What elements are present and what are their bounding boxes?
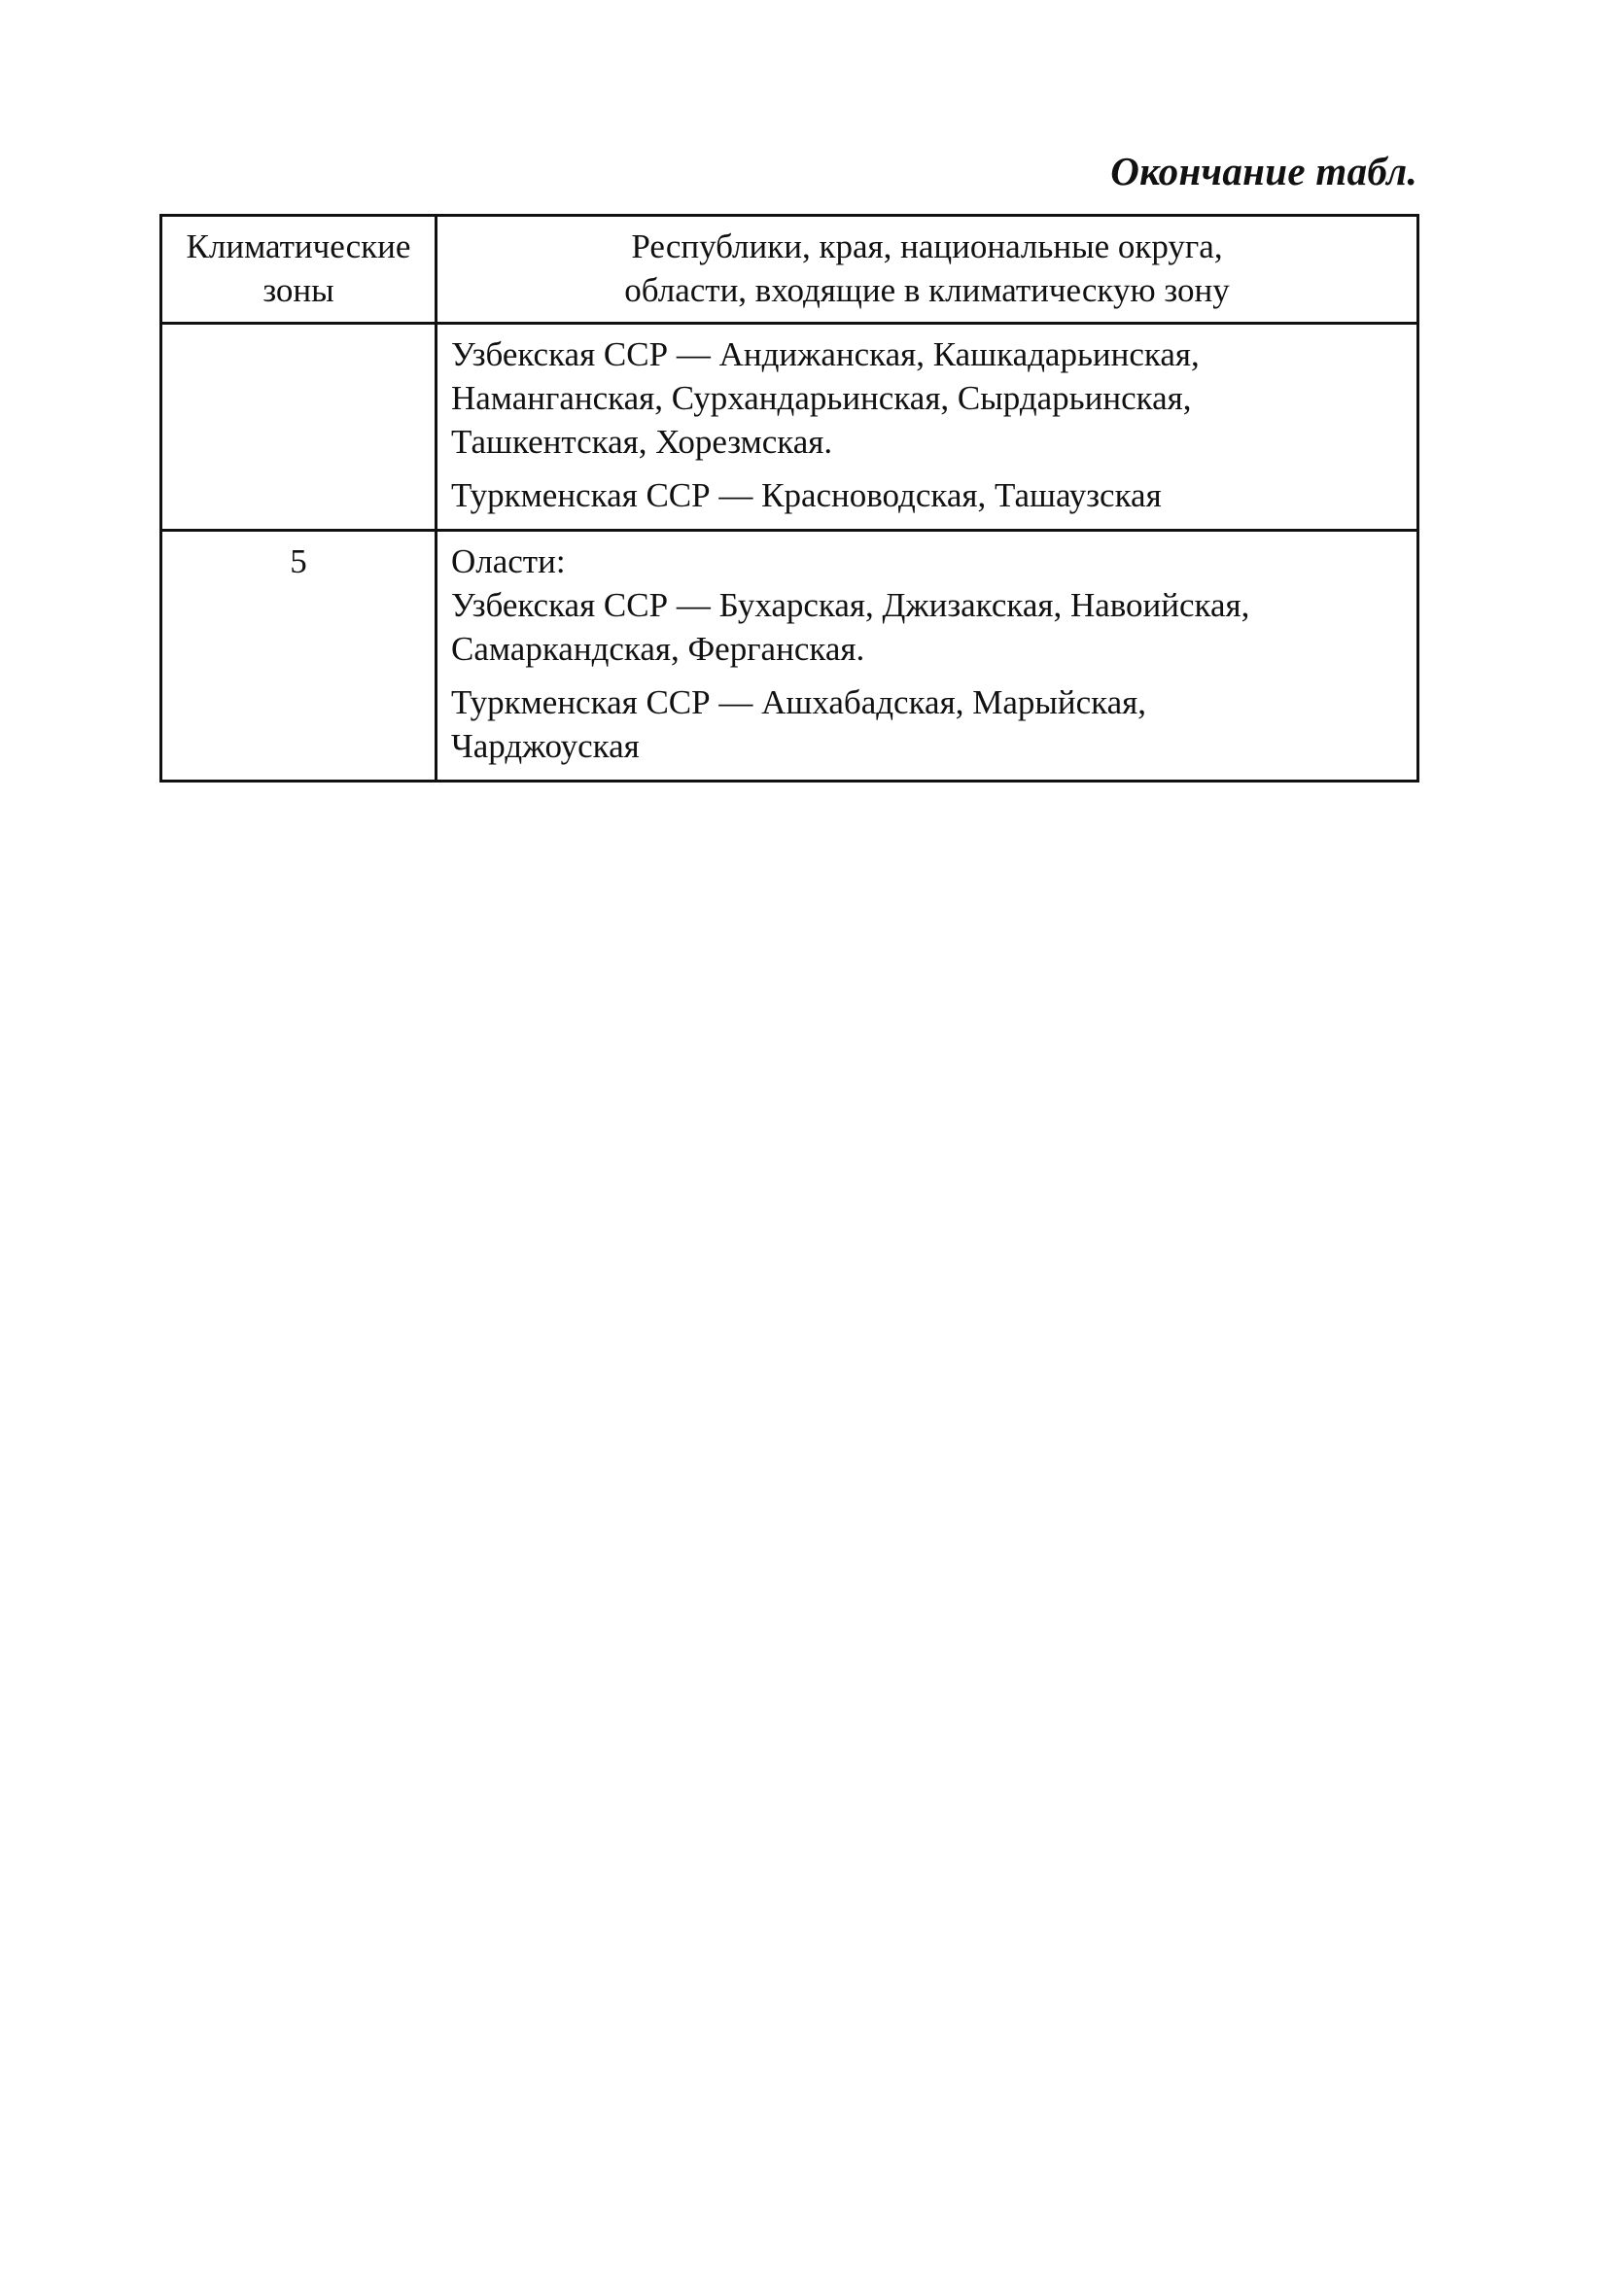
header-zone-line: зоны bbox=[262, 271, 334, 309]
regions-paragraph bbox=[451, 332, 1405, 464]
regions-paragraph bbox=[451, 680, 1405, 768]
regions-line: Наманганская, Сурхандарьинская, Сырдарьинская, bbox=[451, 379, 1192, 417]
header-regions-line: области, входящие в климатическую зону bbox=[624, 271, 1230, 309]
regions-cell bbox=[437, 324, 1418, 531]
regions-line: Узбекская ССР — Андижанская, Кашкадарьинская, bbox=[451, 335, 1200, 373]
header-regions bbox=[437, 216, 1418, 324]
header-regions-line: Республики, края, национальные округа, bbox=[631, 227, 1223, 265]
header-zone-line: Климатические bbox=[186, 227, 411, 265]
regions-line: Чарджоуская bbox=[451, 727, 640, 765]
regions-paragraph bbox=[451, 473, 1405, 517]
table-row bbox=[161, 531, 1418, 782]
regions-cell bbox=[437, 531, 1418, 782]
regions-line: Самаркандская, Ферганская. bbox=[451, 630, 865, 668]
regions-line: Оласти: bbox=[451, 542, 566, 580]
header-climate-zones bbox=[161, 216, 437, 324]
zone-cell: 5 bbox=[161, 531, 437, 782]
table-header-row bbox=[161, 216, 1418, 324]
table-row bbox=[161, 324, 1418, 531]
regions-line: Узбекская ССР — Бухарская, Джизакская, Навоийская, bbox=[451, 586, 1250, 624]
table-continuation-caption: Окончание табл. bbox=[1110, 149, 1417, 193]
regions-line: Туркменская ССР — Красноводская, Ташаузская bbox=[451, 476, 1162, 514]
regions-paragraph bbox=[451, 539, 1405, 671]
zone-cell bbox=[161, 324, 437, 531]
climate-zones-table bbox=[159, 214, 1419, 783]
regions-line: Ташкентская, Хорезмская. bbox=[451, 423, 833, 461]
regions-line: Туркменская ССР — Ашхабадская, Марыйская, bbox=[451, 683, 1146, 721]
